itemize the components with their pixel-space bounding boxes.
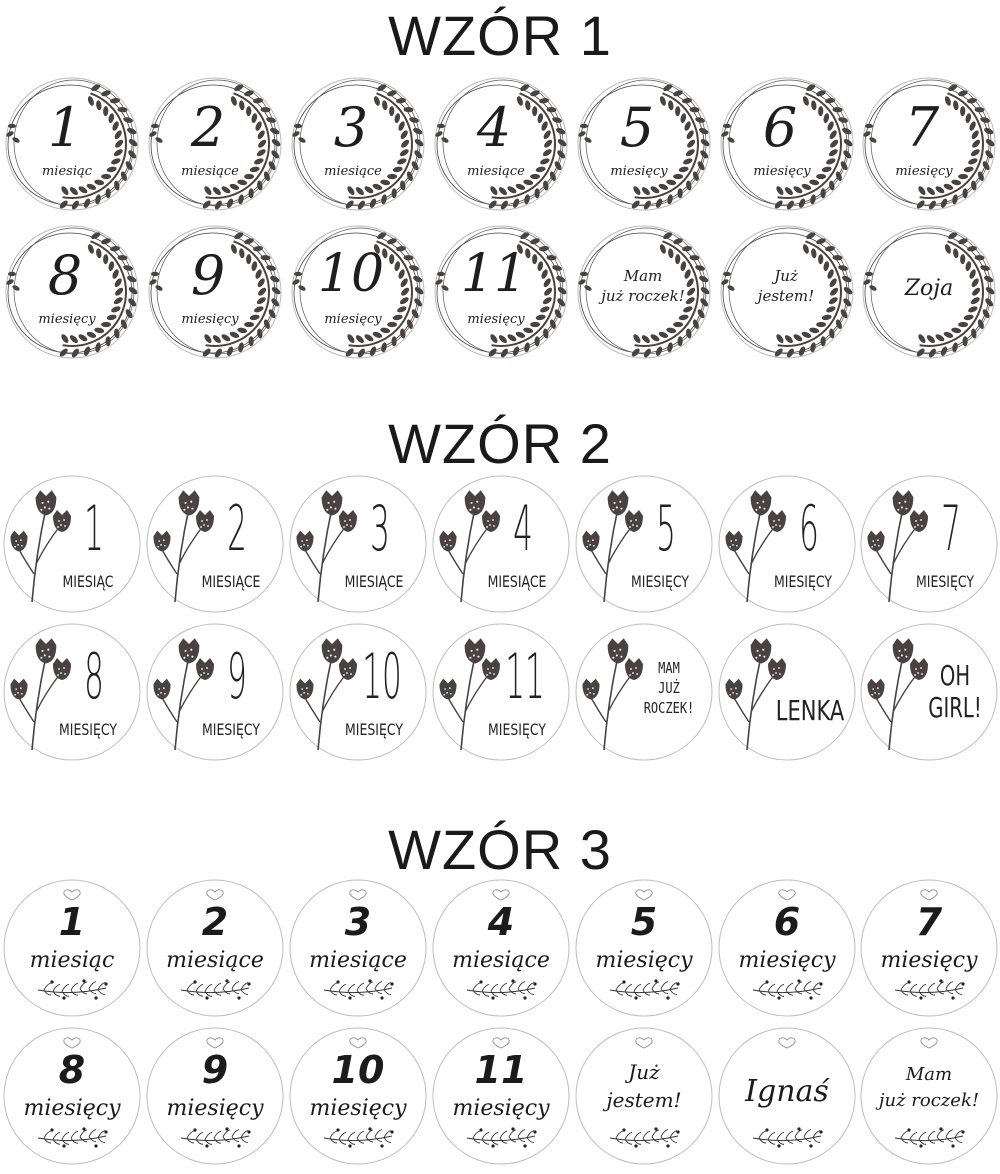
sticker-number: 1 xyxy=(47,96,83,159)
heart-icon xyxy=(350,1038,366,1048)
sticker-design3-8 xyxy=(2,1026,142,1166)
sticker-design2-2 xyxy=(145,474,285,614)
leaf-sprig-icon xyxy=(324,979,394,999)
sticker-label: miesięcy xyxy=(595,948,693,973)
sticker-design1-6 xyxy=(717,74,857,214)
sticker-phrase xyxy=(588,266,698,306)
sticker-label: miesiące xyxy=(324,164,382,179)
tulip-sprig-icon xyxy=(433,476,569,612)
tulip-sprig-icon xyxy=(576,476,712,612)
sticker-number: 8 xyxy=(58,1048,86,1092)
sticker-number: 10 xyxy=(317,244,385,304)
sticker-number: 1 xyxy=(58,900,86,944)
sticker-number: 2 xyxy=(227,492,247,565)
sticker-design2-7 xyxy=(859,474,999,614)
leaf-sprig-icon xyxy=(181,979,251,999)
sticker-label: miesiąc xyxy=(41,164,93,179)
sticker-design3-2 xyxy=(145,878,285,1018)
sticker-design3-10 xyxy=(288,1026,428,1166)
heart-icon xyxy=(493,1038,509,1048)
sticker-label: miesięcy xyxy=(753,164,811,179)
leaf-sprig-icon xyxy=(753,1127,823,1147)
sticker-number: 4 xyxy=(476,96,512,159)
sticker-design3-14 xyxy=(859,1026,999,1166)
tulip-sprig-icon xyxy=(4,624,140,760)
tulip-sprig-icon xyxy=(147,476,283,612)
sticker-label: miesiące xyxy=(452,948,550,973)
sticker-design3-3 xyxy=(288,878,428,1018)
sticker-number: 11 xyxy=(474,1048,528,1092)
sticker-number: 8 xyxy=(84,640,104,713)
leaf-sprig-icon xyxy=(324,1127,394,1147)
sticker-design2-13 xyxy=(717,622,857,762)
design-1-title: WZÓR 1 xyxy=(388,4,612,67)
phrase-line: MAM xyxy=(658,659,680,677)
sticker-label: miesięcy xyxy=(181,312,239,327)
tulip-sprig-icon xyxy=(861,476,997,612)
sticker-number: 6 xyxy=(762,96,798,159)
tulip-sprig-icon xyxy=(4,476,140,612)
phrase-line: Mam xyxy=(905,1064,953,1085)
design-3-title: WZÓR 3 xyxy=(388,818,612,881)
sticker-design1-14 xyxy=(859,222,999,362)
phrase-line: GIRL! xyxy=(928,691,982,724)
sticker-label: MIESIĄCE xyxy=(344,572,404,591)
leaf-sprig-icon xyxy=(895,979,965,999)
phrase-line: Już xyxy=(774,267,798,285)
sticker-number: 9 xyxy=(201,1048,229,1092)
sticker-design1-4 xyxy=(431,74,571,214)
sticker-label: miesiąc xyxy=(29,948,115,973)
sticker-design1-11 xyxy=(431,222,571,362)
heart-icon xyxy=(493,890,509,900)
phrase-line: ROCZEK! xyxy=(643,699,695,717)
sticker-label: miesięcy xyxy=(324,312,382,327)
sticker-label: MIESIĘCY xyxy=(916,572,974,591)
sticker-design3-9 xyxy=(145,1026,285,1166)
heart-icon xyxy=(779,1038,795,1048)
leaf-sprig-icon xyxy=(753,979,823,999)
sticker-design3-1 xyxy=(2,878,142,1018)
heart-icon xyxy=(207,1038,223,1048)
sticker-phrase xyxy=(859,1062,999,1114)
sticker-label: miesięcy xyxy=(309,1096,407,1121)
sticker-design2-10 xyxy=(288,622,428,762)
phrase-line: jestem! xyxy=(606,1088,682,1112)
design-2-grid xyxy=(0,474,1000,774)
sticker-design1-2 xyxy=(145,74,285,214)
leaf-sprig-icon xyxy=(610,1127,680,1147)
design-2-title: WZÓR 2 xyxy=(388,412,612,475)
sticker-design2-8 xyxy=(2,622,142,762)
sticker-label: MIESIĘCY xyxy=(345,720,403,739)
sticker-number: 1 xyxy=(84,492,104,565)
sticker-phrase xyxy=(633,658,705,718)
sticker-phrase xyxy=(574,1058,714,1114)
sticker-design1-12 xyxy=(574,222,714,362)
heart-icon xyxy=(921,1038,937,1048)
sticker-design1-8 xyxy=(2,222,142,362)
sticker-number: 6 xyxy=(773,900,801,944)
sticker-number: 3 xyxy=(333,96,369,159)
phrase-line: OH xyxy=(939,659,971,692)
leaf-sprig-icon xyxy=(610,979,680,999)
sticker-label: miesięcy xyxy=(880,948,978,973)
heart-icon xyxy=(921,890,937,900)
sticker-design2-4 xyxy=(431,474,571,614)
sticker-label: miesięcy xyxy=(23,1096,121,1121)
sticker-label: MIESIĘCY xyxy=(774,572,832,591)
sticker-label: miesiące xyxy=(309,948,407,973)
sticker-design1-9 xyxy=(145,222,285,362)
sticker-label: miesiące xyxy=(467,164,525,179)
sticker-number: 5 xyxy=(630,900,658,944)
sticker-label: miesiące xyxy=(181,164,239,179)
sticker-label: MIESIĘCY xyxy=(202,720,260,739)
sticker-number: 7 xyxy=(904,96,940,159)
sticker-number: 9 xyxy=(227,640,247,713)
sticker-design2-6 xyxy=(717,474,857,614)
sticker-label: MIESIĄCE xyxy=(487,572,547,591)
sticker-design1-13 xyxy=(717,222,857,362)
sticker-label: MIESIĄCE xyxy=(201,572,261,591)
sticker-number: 3 xyxy=(344,900,372,944)
design-3-grid xyxy=(0,878,1000,1174)
sticker-design2-11 xyxy=(431,622,571,762)
sticker-number: 5 xyxy=(656,492,676,565)
sticker-design3-4 xyxy=(431,878,571,1018)
sticker-number: 8 xyxy=(47,244,83,307)
phrase-line: Już xyxy=(628,1060,660,1084)
leaf-sprig-icon xyxy=(467,979,537,999)
heart-icon xyxy=(64,1038,80,1048)
heart-icon xyxy=(779,890,795,900)
sticker-phrase xyxy=(731,266,841,306)
sticker-label: miesięcy xyxy=(38,312,96,327)
tulip-sprig-icon xyxy=(147,624,283,760)
sticker-design1-1 xyxy=(2,74,142,214)
sticker-number: 2 xyxy=(201,900,229,944)
sticker-label: MIESIĘCY xyxy=(59,720,117,739)
sticker-number: 10 xyxy=(362,640,402,713)
sticker-design2-14 xyxy=(859,622,999,762)
sticker-label: miesięcy xyxy=(610,164,668,179)
sticker-number: 7 xyxy=(915,900,943,944)
sticker-number: 6 xyxy=(799,492,819,565)
sticker-number: 10 xyxy=(331,1048,385,1092)
tulip-sprig-icon xyxy=(290,624,426,760)
sticker-design3-6 xyxy=(717,878,857,1018)
tulip-sprig-icon xyxy=(719,624,855,760)
sticker-number: 5 xyxy=(619,96,655,159)
tulip-sprig-icon xyxy=(433,624,569,760)
sticker-label: miesięcy xyxy=(166,1096,264,1121)
sticker-number: 7 xyxy=(941,492,961,565)
phrase-line: Mam xyxy=(623,267,663,285)
leaf-sprig-icon xyxy=(467,1127,537,1147)
leaf-sprig-icon xyxy=(181,1127,251,1147)
sticker-label: MIESIĘCY xyxy=(488,720,546,739)
sticker-design3-12 xyxy=(574,1026,714,1166)
phrase-line: jestem! xyxy=(757,287,815,305)
sticker-name: LENKA xyxy=(775,694,845,727)
sticker-design1-7 xyxy=(859,74,999,214)
sticker-label: MIESIĄC xyxy=(62,572,114,591)
heart-icon xyxy=(207,890,223,900)
sticker-design2-1 xyxy=(2,474,142,614)
sticker-design1-3 xyxy=(288,74,428,214)
sticker-number: 2 xyxy=(190,96,226,159)
tulip-sprig-icon xyxy=(719,476,855,612)
tulip-sprig-icon xyxy=(290,476,426,612)
phrase-line: już roczek! xyxy=(878,1090,980,1111)
sticker-design1-10 xyxy=(288,222,428,362)
sticker-label: MIESIĘCY xyxy=(631,572,689,591)
sticker-design3-13 xyxy=(717,1026,857,1166)
sticker-label: miesięcy xyxy=(452,1096,550,1121)
sticker-number: 11 xyxy=(505,640,545,713)
heart-icon xyxy=(64,890,80,900)
sticker-design2-3 xyxy=(288,474,428,614)
sticker-design2-5 xyxy=(574,474,714,614)
sticker-number: 3 xyxy=(370,492,390,565)
heart-icon xyxy=(636,1038,652,1048)
sticker-label: miesięcy xyxy=(738,948,836,973)
sticker-number: 4 xyxy=(513,492,533,565)
sticker-label: miesięcy xyxy=(467,312,525,327)
sticker-number: 11 xyxy=(460,244,528,304)
sticker-label: miesięcy xyxy=(895,164,953,179)
leaf-sprig-icon xyxy=(38,1127,108,1147)
sticker-number: 9 xyxy=(190,244,226,307)
sticker-design1-5 xyxy=(574,74,714,214)
sticker-design3-7 xyxy=(859,878,999,1018)
phrase-line: już roczek! xyxy=(601,287,685,305)
sticker-design3-5 xyxy=(574,878,714,1018)
sticker-number: 4 xyxy=(487,900,515,944)
sticker-design2-9 xyxy=(145,622,285,762)
sticker-design2-12 xyxy=(574,622,714,762)
phrase-line: JUŻ xyxy=(658,679,680,697)
leaf-sprig-icon xyxy=(38,979,108,999)
design-1-grid xyxy=(0,74,1000,374)
sticker-name: Ignaś xyxy=(745,1074,829,1109)
sticker-name: Zoja xyxy=(904,276,954,301)
sticker-phrase xyxy=(926,660,985,724)
sticker-design3-11 xyxy=(431,1026,571,1166)
sticker-label: miesiące xyxy=(166,948,264,973)
leaf-sprig-icon xyxy=(895,1127,965,1147)
heart-icon xyxy=(350,890,366,900)
heart-icon xyxy=(636,890,652,900)
